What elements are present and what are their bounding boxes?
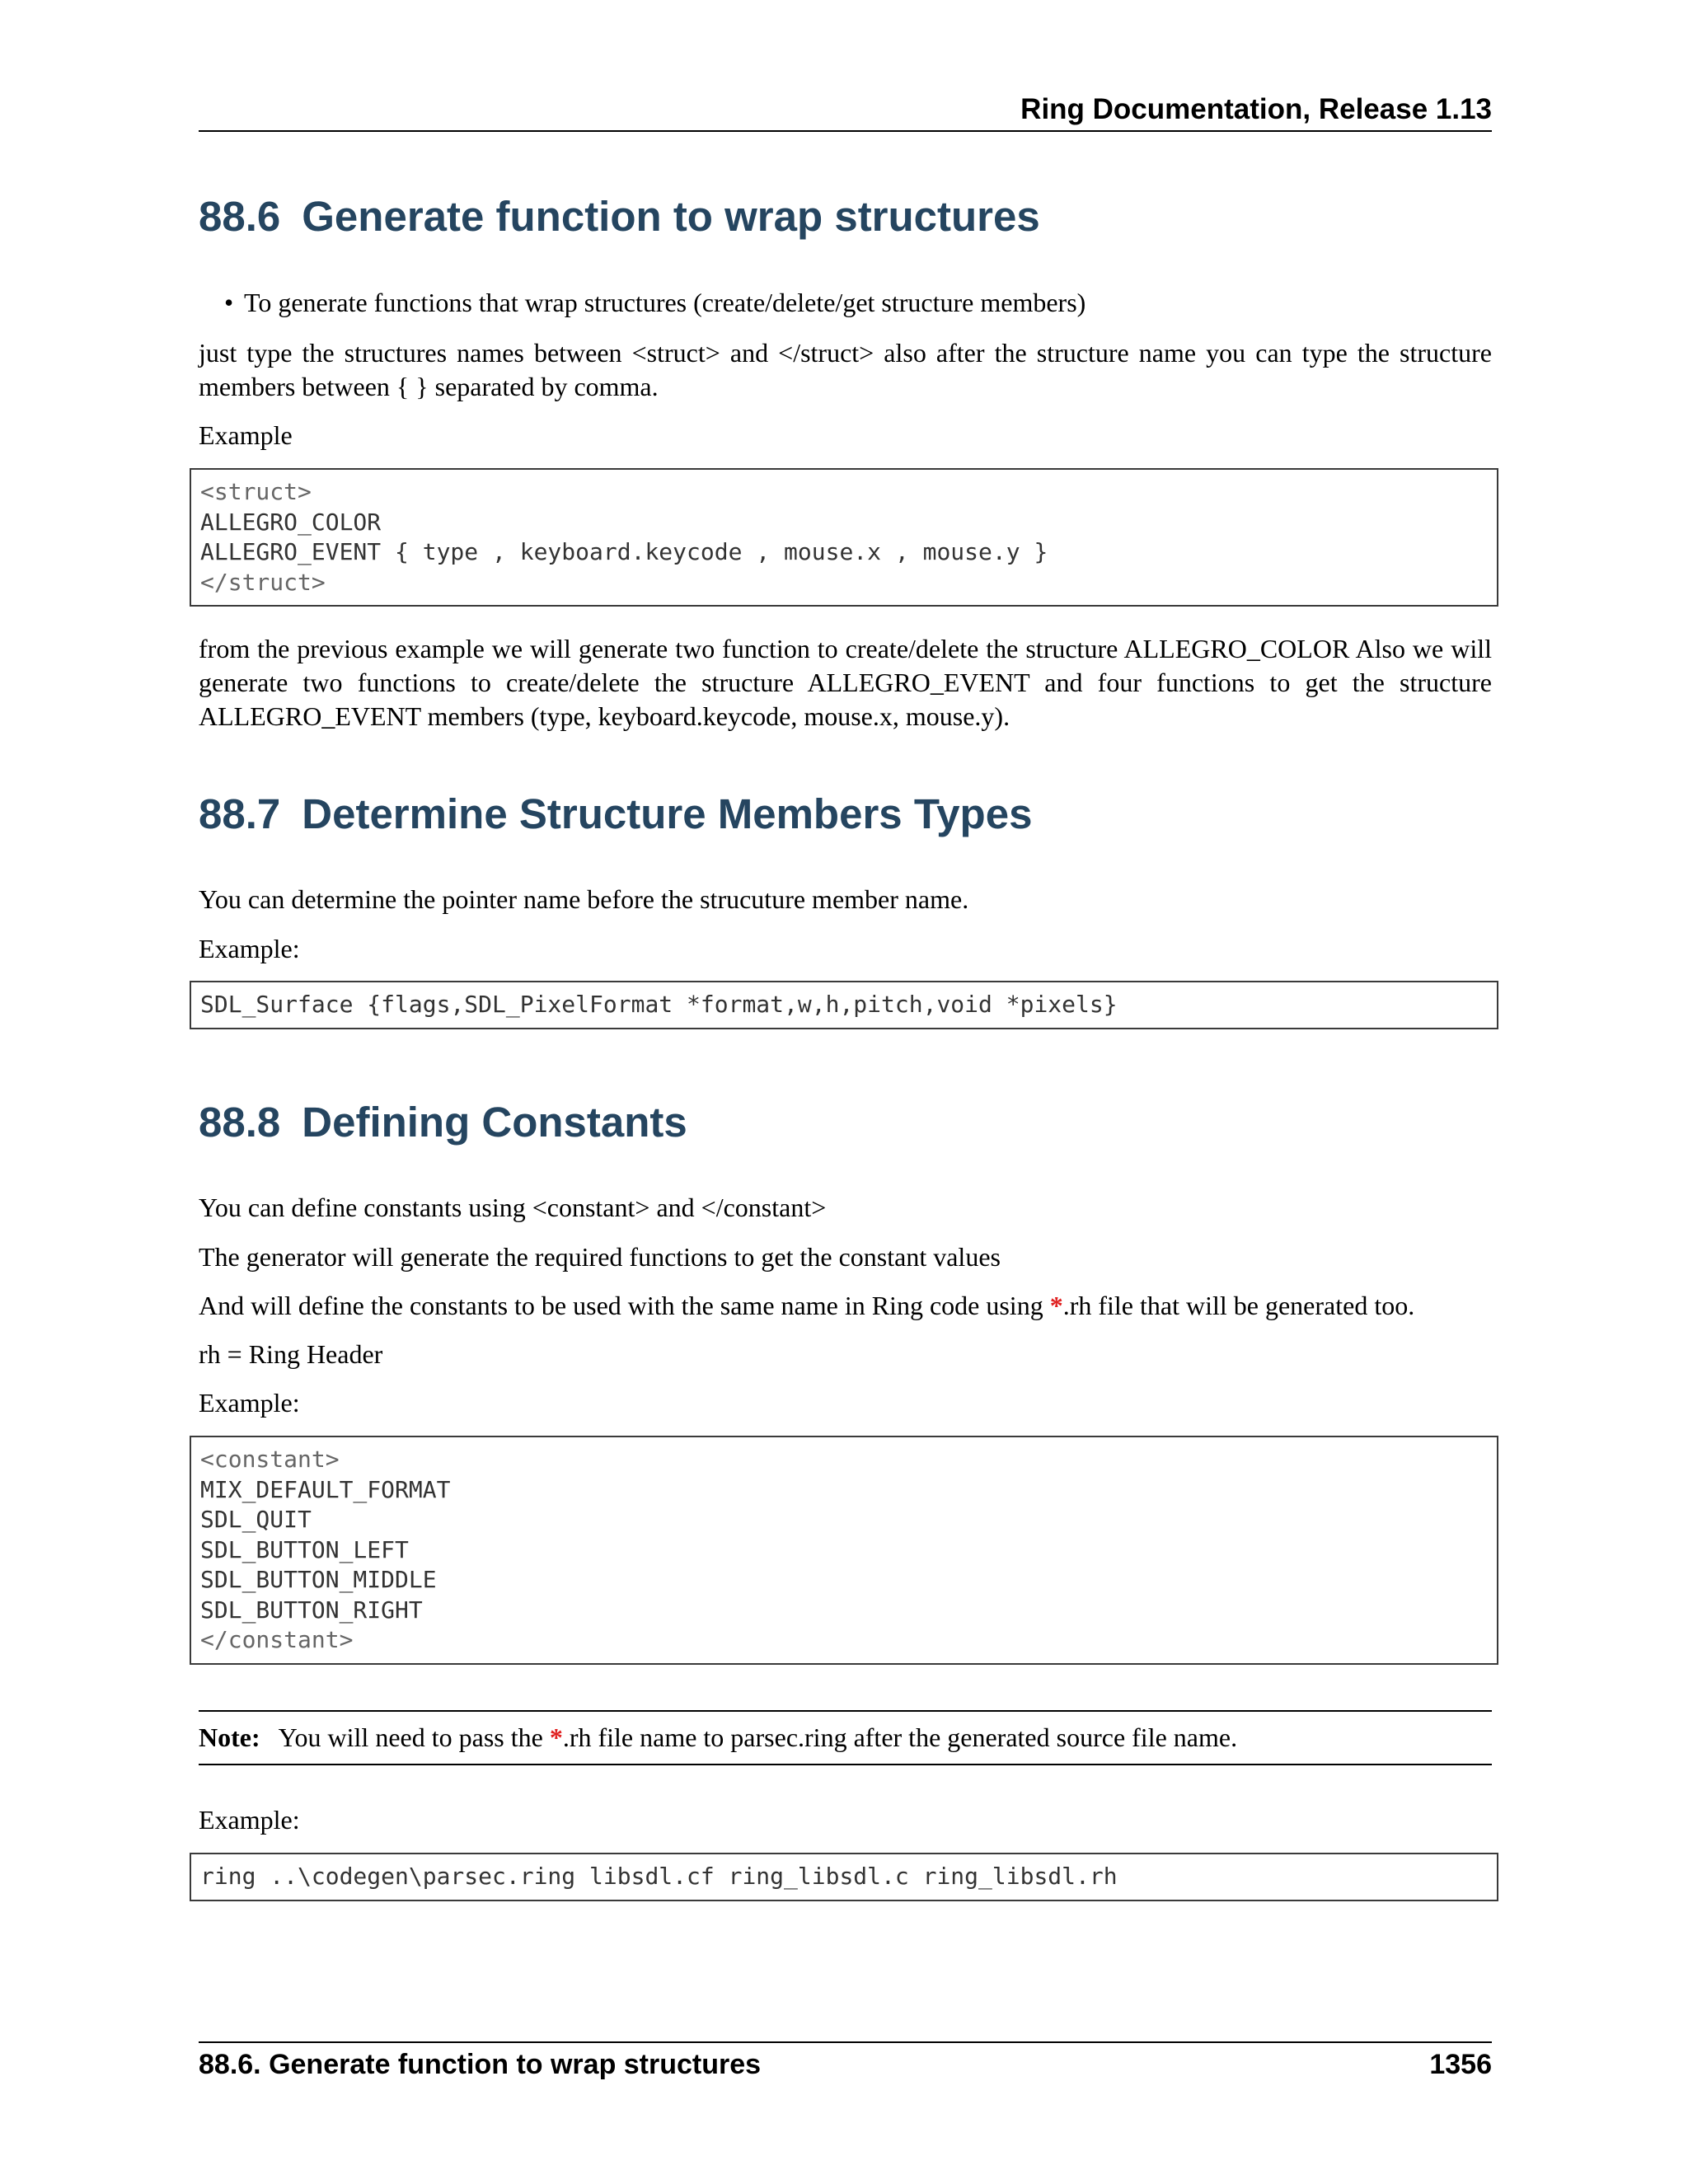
- paragraph: The generator will generate the required functions to get the constant values: [199, 1242, 1001, 1272]
- page-number: 1356: [1429, 2049, 1492, 2080]
- code-block-members: [190, 981, 1498, 1029]
- code-line: </constant>: [200, 1626, 354, 1653]
- example-label: Example:: [199, 934, 300, 963]
- section-number: 88.7: [199, 790, 281, 837]
- example-label: Example:: [199, 1805, 300, 1835]
- section-heading-88-6: [199, 192, 1040, 241]
- asterisk: *: [549, 1722, 563, 1752]
- code-block-struct: [190, 468, 1498, 607]
- paragraph-text: And will define the constants to be used with the same name in Ring code using: [199, 1291, 1050, 1320]
- section-title: Generate function to wrap structures: [302, 193, 1040, 240]
- note-box: [199, 1721, 1237, 1755]
- bullet-text: To generate functions that wrap structures (create/delete/get structure members): [244, 288, 1086, 317]
- note-text: You will need to pass the: [278, 1722, 550, 1752]
- section-number: 88.8: [199, 1099, 281, 1146]
- section-number: 88.6: [199, 193, 281, 240]
- paragraph: You can define constants using <constant> and </constant>: [199, 1193, 827, 1222]
- bullet-item: [224, 286, 1086, 320]
- code-line: SDL_BUTTON_MIDDLE: [200, 1566, 437, 1593]
- code-line: SDL_Surface {flags,SDL_PixelFormat *format,w,h,pitch,void *pixels}: [200, 991, 1118, 1018]
- footer-rule: [199, 2041, 1492, 2043]
- code-line: <constant>: [200, 1446, 340, 1473]
- running-header: Ring Documentation, Release 1.13: [199, 92, 1492, 132]
- section-heading-88-8: [199, 1098, 687, 1147]
- paragraph: You can determine the pointer name before the strucuture member name.: [199, 884, 969, 914]
- code-block-constants: [190, 1436, 1498, 1665]
- code-line: </struct>: [200, 568, 326, 596]
- code-block-command: [190, 1853, 1498, 1901]
- note-top-rule: [199, 1710, 1492, 1712]
- example-label: Example:: [199, 1388, 300, 1418]
- code-line: ALLEGRO_COLOR: [200, 508, 382, 536]
- code-line: MIX_DEFAULT_FORMAT: [200, 1475, 451, 1503]
- code-line: SDL_QUIT: [200, 1506, 312, 1533]
- code-line: SDL_BUTTON_RIGHT: [200, 1596, 423, 1624]
- code-line: ring ..\codegen\parsec.ring libsdl.cf ring_libsdl.c ring_libsdl.rh: [200, 1863, 1118, 1890]
- paragraph-text: .rh file that will be generated too.: [1062, 1291, 1415, 1320]
- code-line: <struct>: [200, 478, 312, 505]
- example-label: Example: [199, 420, 293, 450]
- code-line: ALLEGRO_EVENT { type , keyboard.keycode , mouse.x , mouse.y }: [200, 538, 1048, 565]
- paragraph: just type the structures names between <struct> and </struct> also after the structure name you can type the structure members between { } separated by comma.: [199, 338, 1492, 401]
- section-title: Defining Constants: [302, 1099, 687, 1146]
- paragraph: from the previous example we will generate two function to create/delete the structure ALLEGRO_COLOR Also we will generate two functions to create/delete the structure ALLEGRO_EVENT and four functions to get the structure ALLEGRO_EVENT members (type, keyboard.keycode, mouse.x, mouse.y).: [199, 634, 1492, 731]
- paragraph: [199, 1289, 1492, 1323]
- bullet-icon: •: [224, 288, 234, 317]
- section-heading-88-7: [199, 790, 1032, 839]
- asterisk: *: [1049, 1291, 1063, 1320]
- section-title: Determine Structure Members Types: [302, 790, 1033, 837]
- note-label: Note:: [199, 1722, 260, 1752]
- note-text: .rh file name to parsec.ring after the generated source file name.: [562, 1722, 1238, 1752]
- paragraph: rh = Ring Header: [199, 1339, 383, 1369]
- footer-section: 88.6. Generate function to wrap structures: [199, 2049, 762, 2080]
- code-line: SDL_BUTTON_LEFT: [200, 1535, 409, 1563]
- note-bottom-rule: [199, 1764, 1492, 1765]
